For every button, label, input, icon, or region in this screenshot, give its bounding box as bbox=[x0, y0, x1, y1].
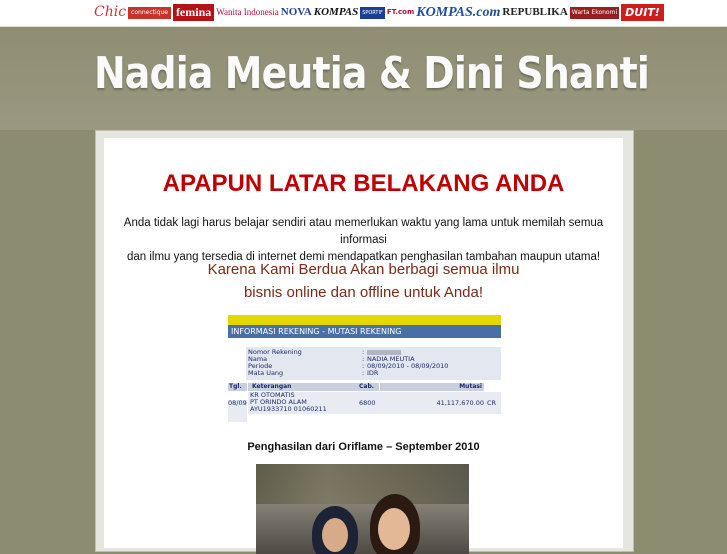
field-colon: : bbox=[362, 369, 365, 377]
logo-femina[interactable]: femina bbox=[173, 4, 214, 21]
keterangan-line: PT ORINDO ALAM bbox=[250, 398, 307, 406]
field-label: Mata Uang bbox=[248, 369, 284, 377]
logo-wanita-indonesia[interactable]: Wanita Indonesia bbox=[216, 7, 279, 17]
owners-photo bbox=[256, 464, 469, 554]
field-value: IDR bbox=[367, 369, 379, 377]
logo-sportif[interactable]: SPORTIF bbox=[360, 7, 385, 19]
logo-kompas-com[interactable]: KOMPAS.com bbox=[416, 5, 501, 20]
col-mutasi: Mutasi bbox=[380, 383, 484, 391]
person-right-face bbox=[378, 508, 410, 550]
row-mutasi: 41,117,670.00 bbox=[380, 392, 485, 414]
intro-line-2: dan ilmu yang tersedia di internet demi mendapatkan penghasilan tambahan maupun utama! bbox=[126, 251, 601, 263]
statement-caption: Penghasilan dari Oriflame – September 2010 bbox=[247, 441, 480, 453]
row-type: CR bbox=[485, 392, 501, 414]
col-cab: Cab. bbox=[357, 383, 379, 391]
field-label: Nomor Rekening bbox=[248, 348, 302, 356]
statement-field bbox=[246, 370, 501, 377]
intro-line-1: Anda tidak lagi harus belajar sendiri atau memerlukan waktu yang lama untuk memilah semua informasi bbox=[123, 217, 604, 246]
logo-warta-ekonomi[interactable]: Warta Ekonomi bbox=[570, 7, 619, 19]
site-title: Nadia Meutia & Dini Shanti bbox=[94, 48, 649, 99]
partner-logos-bar bbox=[0, 0, 727, 27]
logo-duit[interactable]: DUIT! bbox=[621, 4, 664, 21]
row-tgl: 08/09 bbox=[228, 400, 247, 422]
bank-statement-image bbox=[228, 315, 501, 429]
col-tgl: Tgl. bbox=[228, 383, 247, 391]
field-colon: : bbox=[362, 355, 365, 363]
keterangan-line: AYU1933710 01060211 bbox=[250, 405, 327, 413]
logo-connectique[interactable]: connectique bbox=[128, 7, 171, 19]
logo-kompas[interactable]: KOMPAS bbox=[313, 6, 359, 18]
subheadline bbox=[104, 258, 623, 304]
field-colon: : bbox=[362, 348, 365, 356]
logo-ft-com[interactable]: FT.com bbox=[386, 8, 415, 16]
field-label: Nama bbox=[248, 355, 268, 363]
statement-info bbox=[246, 347, 501, 380]
field-label: Periode bbox=[248, 362, 273, 370]
headline: APAPUN LATAR BELAKANG ANDA bbox=[162, 170, 565, 197]
field-value: 08/09/2010 - 08/09/2010 bbox=[367, 362, 449, 370]
subheadline-line-2: bisnis online dan offline untuk Anda! bbox=[243, 284, 484, 301]
logo-nova[interactable]: NOVA bbox=[280, 6, 312, 18]
logo-republika[interactable]: REPUBLIKA bbox=[502, 6, 568, 18]
logo-chic[interactable]: Chic bbox=[94, 4, 127, 20]
photo-background bbox=[256, 464, 469, 504]
subheadline-line-1: Karena Kami Berdua Akan berbagi semua ilmu bbox=[207, 261, 520, 278]
partner-logos bbox=[94, 4, 664, 21]
row-keterangan bbox=[248, 392, 359, 414]
row-cab: 6800 bbox=[357, 392, 381, 414]
person-left-face bbox=[322, 518, 348, 552]
field-colon: : bbox=[362, 362, 365, 370]
keterangan-line: KR OTOMATIS bbox=[250, 391, 295, 399]
statement-table bbox=[228, 383, 501, 429]
content-panel bbox=[104, 138, 623, 548]
col-keterangan: Keterangan bbox=[248, 383, 357, 391]
statement-top-band bbox=[228, 315, 501, 325]
field-value: NADIA MEUTIA bbox=[367, 355, 415, 363]
statement-header: INFORMASI REKENING - MUTASI REKENING bbox=[228, 325, 501, 338]
